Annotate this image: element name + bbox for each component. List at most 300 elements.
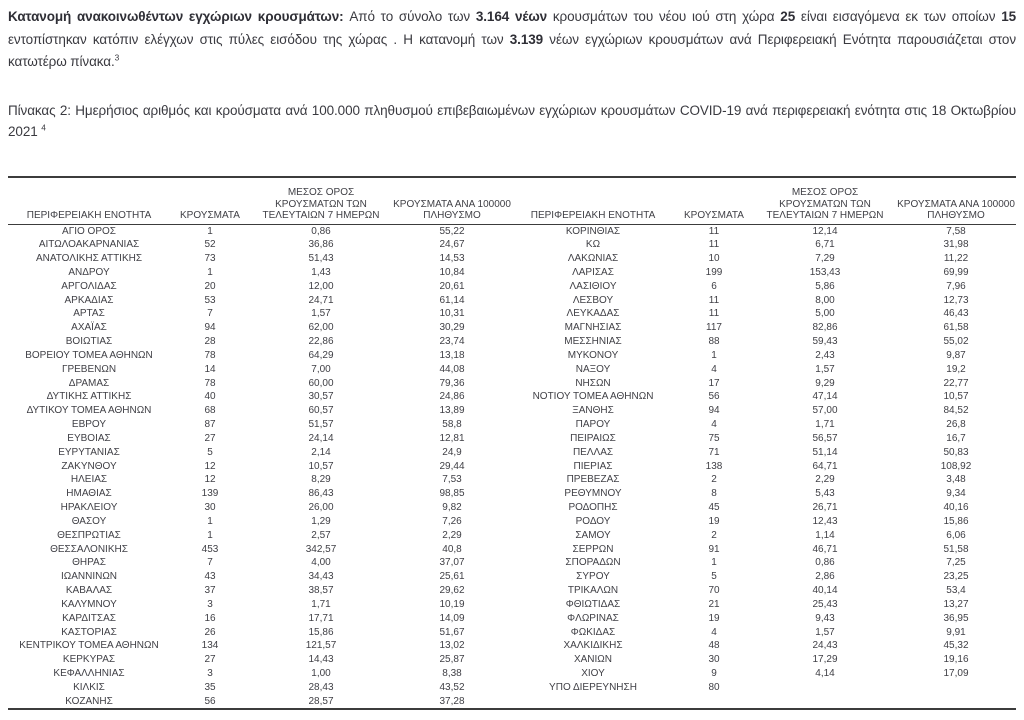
avg7-cell: 64,71 [812, 460, 838, 472]
cases-cell: 12 [204, 460, 216, 472]
avg7-cell: 1,57 [815, 626, 835, 638]
region-name-cell: ΑΡΓΟΛΙΔΑΣ [61, 280, 117, 292]
cases-cell: 27 [204, 654, 216, 666]
region-name-cell: ΤΡΙΚΑΛΩΝ [567, 585, 619, 597]
avg7-cell: 14,43 [308, 654, 334, 666]
avg7-cell: 86,43 [308, 488, 334, 500]
header-region [8, 210, 170, 222]
region-name-cell: ΔΡΑΜΑΣ [68, 377, 110, 389]
table-row [8, 294, 1016, 308]
avg7-cell: 17,71 [308, 612, 334, 624]
per100k-cell: 17,09 [943, 668, 969, 679]
cases-cell: 1 [207, 225, 213, 237]
avg7-cell: 12,14 [812, 225, 838, 237]
header-per-100000 [896, 199, 1016, 222]
region-name-cell: ΗΡΑΚΛΕΙΟΥ [60, 502, 118, 514]
avg7-cell: 10,57 [308, 460, 334, 472]
table-body [8, 225, 1016, 709]
cases-cell: 21 [708, 598, 720, 610]
table-row [8, 238, 1016, 252]
region-name-cell: ΝΑΞΟΥ [575, 363, 611, 375]
table-row [8, 543, 1016, 557]
cases-cell: 87 [204, 419, 216, 431]
column-header-label: ΚΡΟΥΣΜΑΤΑ [684, 210, 744, 221]
per100k-cell: 12,73 [943, 294, 969, 306]
avg7-cell: 1,29 [311, 515, 331, 527]
region-name-cell: ΛΑΣΙΘΙΟΥ [569, 280, 617, 292]
cases-cell: 134 [201, 640, 219, 652]
table-caption [8, 100, 1016, 142]
cases-cell: 7 [207, 308, 213, 320]
avg7-cell: 24,71 [308, 294, 334, 306]
region-name-cell: ΘΕΣΠΡΩΤΙΑΣ [57, 529, 121, 541]
per100k-cell: 7,58 [946, 225, 966, 237]
cases-cell: 4 [711, 626, 717, 638]
header-7day-average [754, 187, 896, 222]
bold-text-run: 3.139 [509, 31, 544, 47]
region-name-cell: ΘΗΡΑΣ [72, 557, 106, 569]
region-name-cell: ΝΟΤΙΟΥ ΤΟΜΕΑ ΑΘΗΝΩΝ [532, 391, 654, 403]
per100k-cell: 53,4 [946, 585, 966, 597]
per100k-cell: 13,18 [439, 349, 465, 361]
table-row [8, 529, 1016, 543]
column-header-label: ΠΕΡΙΦΕΡΕΙΑΚΗ ΕΝΟΤΗΤΑ [530, 210, 656, 221]
avg7-cell: 4,14 [815, 668, 835, 679]
cases-cell: 9 [711, 668, 717, 679]
region-name-cell: ΝΗΣΩΝ [575, 377, 611, 389]
cases-cell: 68 [204, 405, 216, 417]
per100k-cell: 44,08 [439, 363, 465, 375]
region-name-cell: ΘΑΣΟΥ [71, 515, 107, 527]
footnote-superscript: 4 [41, 122, 46, 132]
text-run: εντοπίστηκαν κατόπιν ελέγχων στις πύλες εισόδου της χώρας . Η κατανομή των [8, 31, 510, 47]
region-name-cell: ΛΑΡΙΣΑΣ [572, 266, 614, 278]
column-header-label: ΜΕΣΟΣ ΟΡΟΣ ΚΡΟΥΣΜΑΤΩΝ ΤΩΝ ΤΕΛΕΥΤΑΙΩΝ 7 ΗΜΕΡΩΝ [262, 187, 380, 221]
avg7-cell: 2,86 [815, 571, 835, 583]
per100k-cell: 29,44 [439, 460, 465, 472]
cases-cell: 1 [711, 557, 717, 569]
avg7-cell: 28,57 [308, 695, 334, 707]
table-row [8, 487, 1016, 501]
cases-cell: 30 [708, 654, 720, 666]
region-name-cell: ΕΥΒΟΙΑΣ [67, 432, 111, 444]
region-name-cell: ΧΑΝΙΩΝ [573, 654, 613, 666]
avg7-cell: 6,71 [815, 239, 835, 251]
region-name-cell: ΦΛΩΡΙΝΑΣ [567, 612, 619, 624]
text-run: Πίνακας 2: Ημερήσιος αριθμός και κρούσματα ανά 100.000 πληθυσμού επιβεβαιωμένων εγχώριων κρουσμάτων COVID-19 ανά περιφερειακή ενότητα στις 18 Οκτωβρίου 2021 [8, 102, 1016, 139]
table-row [8, 501, 1016, 515]
table-row [8, 653, 1016, 667]
avg7-cell: 56,57 [812, 432, 838, 444]
avg7-cell: 47,14 [812, 391, 838, 403]
bold-text-run: 3.164 νέων [475, 9, 548, 24]
avg7-cell: 1,00 [311, 668, 331, 679]
region-name-cell: ΚΩ [585, 239, 601, 251]
per100k-cell: 23,25 [943, 571, 969, 583]
avg7-cell: 8,00 [815, 294, 835, 306]
avg7-cell: 7,29 [815, 253, 835, 265]
table-row [8, 349, 1016, 363]
cases-cell: 28 [204, 336, 216, 348]
cases-cell: 11 [708, 225, 720, 237]
avg7-cell: 24,43 [812, 640, 838, 652]
region-name-cell: ΚΕΡΚΥΡΑΣ [62, 654, 116, 666]
per100k-cell: 9,87 [946, 349, 966, 361]
avg7-cell: 0,86 [815, 557, 835, 569]
region-name-cell: ΗΜΑΘΙΑΣ [66, 488, 112, 500]
column-header-label: ΚΡΟΥΣΜΑΤΑ ΑΝΑ 100000 ΠΛΗΘΥΣΜΟ [393, 198, 511, 221]
avg7-cell: 60,57 [308, 405, 334, 417]
per100k-cell: 7,53 [442, 474, 462, 486]
cases-cell: 5 [711, 571, 717, 583]
avg7-cell: 36,86 [308, 239, 334, 251]
regional-cases-table [8, 176, 1016, 711]
header-cases [674, 210, 754, 222]
region-name-cell: ΔΥΤΙΚΟΥ ΤΟΜΕΑ ΑΘΗΝΩΝ [26, 405, 152, 417]
cases-cell: 1 [207, 529, 213, 541]
cases-cell: 71 [708, 446, 720, 458]
cases-cell: 19 [708, 612, 720, 624]
per100k-cell: 50,83 [943, 446, 969, 458]
table-row [8, 418, 1016, 432]
cases-cell: 48 [708, 640, 720, 652]
per100k-cell: 69,99 [943, 266, 969, 278]
per100k-cell: 55,22 [439, 225, 465, 237]
cases-cell: 19 [708, 515, 720, 527]
table-row [8, 667, 1016, 681]
cases-cell: 73 [204, 253, 216, 265]
per100k-cell: 22,77 [943, 377, 969, 389]
per100k-cell: 7,25 [946, 557, 966, 569]
cases-cell: 10 [708, 253, 720, 265]
per100k-cell: 10,31 [439, 308, 465, 320]
cases-cell: 78 [204, 377, 216, 389]
region-name-cell: ΚΙΛΚΙΣ [73, 681, 105, 693]
cases-cell: 27 [204, 432, 216, 444]
region-name-cell: ΕΒΡΟΥ [71, 419, 107, 431]
cases-cell: 26 [204, 626, 216, 638]
cases-cell: 1 [207, 515, 213, 527]
avg7-cell: 22,86 [308, 336, 334, 348]
cases-cell: 1 [207, 266, 213, 278]
table-row [8, 335, 1016, 349]
cases-cell: 20 [204, 280, 216, 292]
cases-cell: 4 [711, 363, 717, 375]
table-row [8, 598, 1016, 612]
region-name-cell: ΑΓΙΟ ΟΡΟΣ [62, 225, 116, 237]
avg7-cell: 2,29 [815, 474, 835, 486]
avg7-cell: 5,86 [815, 280, 835, 292]
avg7-cell: 1,71 [815, 419, 835, 431]
region-name-cell: ΦΩΚΙΔΑΣ [570, 626, 616, 638]
cases-cell: 80 [708, 681, 720, 693]
per100k-cell: 19,2 [946, 363, 966, 375]
cases-cell: 2 [711, 529, 717, 541]
cases-cell: 11 [708, 294, 720, 306]
per100k-cell: 58,8 [442, 419, 462, 431]
per100k-cell: 12,81 [439, 432, 465, 444]
avg7-cell: 26,71 [812, 502, 838, 514]
avg7-cell: 46,71 [812, 543, 838, 555]
per100k-cell: 7,96 [946, 280, 966, 292]
avg7-cell: 51,14 [812, 446, 838, 458]
cases-cell: 16 [204, 612, 216, 624]
region-name-cell: ΒΟΡΕΙΟΥ ΤΟΜΕΑ ΑΘΗΝΩΝ [25, 349, 153, 361]
per100k-cell: 36,95 [943, 612, 969, 624]
avg7-cell: 8,29 [311, 474, 331, 486]
per100k-cell: 2,29 [442, 529, 462, 541]
cases-cell: 7 [207, 557, 213, 569]
cases-cell: 11 [708, 308, 720, 320]
per100k-cell: 23,74 [439, 336, 465, 348]
avg7-cell: 2,57 [311, 529, 331, 541]
per100k-cell: 30,29 [439, 322, 465, 334]
avg7-cell: 40,14 [812, 585, 838, 597]
region-name-cell: ΑΧΑΪΑΣ [71, 322, 107, 334]
table-row [8, 266, 1016, 280]
bold-text-run: 15 [1001, 9, 1017, 24]
cases-cell: 5 [207, 446, 213, 458]
region-name-cell: ΡΕΘΥΜΝΟΥ [564, 488, 622, 500]
text-run: νέων εγχώριων κρουσμάτων ανά Περιφερειακή Ενότητα παρουσιάζεται στον κατωτέρω πίνακα. [8, 31, 1016, 69]
cases-cell: 88 [708, 336, 720, 348]
per100k-cell: 14,09 [439, 612, 465, 624]
per100k-cell: 3,48 [946, 474, 966, 486]
avg7-cell: 30,57 [308, 391, 334, 403]
avg7-cell: 82,86 [812, 322, 838, 334]
avg7-cell: 15,86 [308, 626, 334, 638]
cases-cell: 6 [711, 280, 717, 292]
region-name-cell: ΚΑΡΔΙΤΣΑΣ [62, 612, 116, 624]
region-name-cell: ΠΕΙΡΑΙΩΣ [570, 432, 616, 444]
table-row [8, 626, 1016, 640]
per100k-cell: 40,16 [943, 502, 969, 514]
cases-cell: 3 [207, 598, 213, 610]
per100k-cell: 24,86 [439, 391, 465, 403]
header-per-100000 [392, 199, 512, 222]
table-row [8, 432, 1016, 446]
header-7day-average [250, 187, 392, 222]
region-name-cell: ΑΙΤΩΛΟΑΚΑΡΝΑΝΙΑΣ [38, 239, 140, 251]
per100k-cell: 61,58 [943, 322, 969, 334]
per100k-cell: 25,61 [439, 571, 465, 583]
table-row [8, 460, 1016, 474]
region-name-cell: ΧΑΛΚΙΔΙΚΗΣ [563, 640, 623, 652]
footnote-superscript: 3 [114, 52, 120, 63]
region-name-cell: ΚΕΝΤΡΙΚΟΥ ΤΟΜΕΑ ΑΘΗΝΩΝ [19, 640, 159, 652]
avg7-cell: 38,57 [308, 585, 334, 597]
avg7-cell: 17,29 [812, 654, 838, 666]
per100k-cell: 37,07 [439, 557, 465, 569]
per100k-cell: 9,82 [442, 502, 462, 514]
per100k-cell: 13,89 [439, 405, 465, 417]
region-name-cell: ΠΡΕΒΕΖΑΣ [566, 474, 620, 486]
region-name-cell: ΞΑΝΘΗΣ [572, 405, 614, 417]
cases-cell: 91 [708, 543, 720, 555]
avg7-cell: 60,00 [308, 377, 334, 389]
region-name-cell: ΚΟΖΑΝΗΣ [65, 695, 113, 707]
region-name-cell: ΕΥΡΥΤΑΝΙΑΣ [58, 446, 120, 458]
cases-cell: 56 [708, 391, 720, 403]
cases-cell: 138 [705, 460, 723, 472]
region-name-cell: ΑΝΑΤΟΛΙΚΗΣ ΑΤΤΙΚΗΣ [35, 253, 143, 265]
cases-cell: 52 [204, 239, 216, 251]
per100k-cell: 51,58 [943, 543, 969, 555]
avg7-cell: 12,43 [812, 515, 838, 527]
table-row [8, 280, 1016, 294]
table-row [8, 695, 1016, 709]
region-name-cell: ΛΕΥΚΑΔΑΣ [566, 308, 620, 320]
avg7-cell: 59,43 [812, 336, 838, 348]
avg7-cell: 342,57 [305, 543, 337, 555]
table-row [8, 446, 1016, 460]
table-row [8, 252, 1016, 266]
avg7-cell: 9,29 [815, 377, 835, 389]
per100k-cell: 9,91 [946, 626, 966, 638]
per100k-cell: 98,85 [439, 488, 465, 500]
avg7-cell: 1,71 [311, 598, 331, 610]
per100k-cell: 61,14 [439, 294, 465, 306]
table-row [8, 363, 1016, 377]
per100k-cell: 8,38 [442, 668, 462, 679]
cases-cell: 117 [706, 322, 722, 334]
avg7-cell: 51,43 [308, 253, 334, 265]
region-name-cell: ΛΕΣΒΟΥ [572, 294, 614, 306]
cases-cell: 37 [204, 585, 216, 597]
table-row [8, 225, 1016, 239]
per100k-cell: 10,84 [439, 266, 465, 278]
avg7-cell: 5,43 [815, 488, 835, 500]
table-row [8, 584, 1016, 598]
table-row [8, 556, 1016, 570]
cases-cell: 199 [705, 266, 723, 278]
cases-cell: 40 [204, 391, 216, 403]
avg7-cell: 62,00 [308, 322, 334, 334]
avg7-cell: 28,43 [308, 681, 334, 693]
header-region [512, 210, 674, 222]
table-row [8, 390, 1016, 404]
region-name-cell: ΜΥΚΟΝΟΥ [567, 349, 619, 361]
per100k-cell: 46,43 [943, 308, 969, 320]
per100k-cell: 108,92 [940, 460, 972, 472]
avg7-cell: 121,57 [305, 640, 337, 652]
region-name-cell: ΓΡΕΒΕΝΩΝ [61, 363, 117, 375]
region-name-cell: ΠΕΛΛΑΣ [572, 446, 614, 458]
per100k-cell: 37,28 [439, 695, 465, 707]
per100k-cell: 14,53 [439, 253, 465, 265]
table-row [8, 570, 1016, 584]
region-name-cell: ΦΘΙΩΤΙΔΑΣ [565, 598, 621, 610]
per100k-cell: 79,36 [439, 377, 465, 389]
region-name-cell: ΠΑΡΟΥ [575, 419, 611, 431]
avg7-cell: 0,86 [311, 225, 331, 237]
avg7-cell: 64,29 [308, 349, 334, 361]
avg7-cell: 51,57 [308, 419, 334, 431]
per100k-cell: 55,02 [943, 336, 969, 348]
bold-text-run: 25 [780, 9, 796, 24]
region-name-cell: ΣΑΜΟΥ [575, 529, 611, 541]
per100k-cell: 43,52 [439, 681, 465, 693]
per100k-cell: 7,26 [442, 515, 462, 527]
avg7-cell: 4,00 [311, 557, 331, 569]
cases-cell: 30 [204, 502, 216, 514]
cases-cell: 94 [708, 405, 720, 417]
region-name-cell: ΒΟΙΩΤΙΑΣ [65, 336, 113, 348]
region-name-cell: ΑΡΚΑΔΙΑΣ [64, 294, 114, 306]
cases-cell: 1 [711, 349, 717, 361]
per100k-cell: 16,7 [946, 432, 966, 444]
region-name-cell: ΡΟΔΟΠΗΣ [568, 502, 618, 514]
table-row [8, 377, 1016, 391]
cases-cell: 70 [708, 585, 720, 597]
per100k-cell: 10,57 [943, 391, 969, 403]
per100k-cell: 84,52 [943, 405, 969, 417]
avg7-cell: 26,00 [308, 502, 334, 514]
column-header-label: ΠΕΡΙΦΕΡΕΙΑΚΗ ΕΝΟΤΗΤΑ [26, 210, 152, 221]
cases-cell: 11 [708, 239, 720, 251]
intro-paragraph [8, 6, 1016, 74]
cases-cell: 43 [204, 571, 216, 583]
region-name-cell: ΚΕΦΑΛΛΗΝΙΑΣ [53, 668, 125, 679]
cases-cell: 17 [708, 377, 720, 389]
table-row [8, 639, 1016, 653]
per100k-cell: 13,27 [943, 598, 969, 610]
region-name-cell: ΛΑΚΩΝΙΑΣ [567, 253, 619, 265]
per100k-cell: 6,06 [946, 529, 966, 541]
cases-cell: 53 [204, 294, 216, 306]
avg7-cell: 1,57 [311, 308, 331, 320]
region-name-cell: ΚΑΣΤΟΡΙΑΣ [61, 626, 117, 638]
avg7-cell: 5,00 [815, 308, 835, 320]
per100k-cell: 31,98 [943, 239, 969, 251]
table-row [8, 321, 1016, 335]
per100k-cell: 29,62 [439, 585, 465, 597]
cases-cell: 94 [204, 322, 216, 334]
region-name-cell: ΑΡΤΑΣ [73, 308, 105, 320]
per100k-cell: 10,19 [439, 598, 465, 610]
per100k-cell: 11,22 [943, 253, 969, 265]
per100k-cell: 19,16 [943, 654, 969, 666]
region-name-cell: ΣΠΟΡΑΔΩΝ [565, 557, 621, 569]
region-name-cell: ΠΙΕΡΙΑΣ [573, 460, 613, 472]
avg7-cell: 9,43 [815, 612, 835, 624]
table-row [8, 307, 1016, 321]
cases-cell: 35 [204, 681, 216, 693]
region-name-cell: ΖΑΚΥΝΘΟΥ [61, 460, 117, 472]
avg7-cell: 1,57 [815, 363, 835, 375]
region-name-cell: ΣΥΡΟΥ [576, 571, 610, 583]
text-run: είναι εισαγόμενα εκ των οποίων [795, 9, 1002, 24]
avg7-cell: 34,43 [308, 571, 334, 583]
cases-cell: 75 [708, 432, 720, 444]
header-cases [170, 210, 250, 222]
avg7-cell: 2,14 [311, 446, 331, 458]
table-row [8, 404, 1016, 418]
region-name-cell: ΘΕΣΣΑΛΟΝΙΚΗΣ [50, 543, 128, 555]
per100k-cell: 20,61 [439, 280, 465, 292]
table-row [8, 681, 1016, 695]
cases-cell: 3 [207, 668, 213, 679]
region-name-cell: ΧΙΟΥ [581, 668, 605, 679]
avg7-cell: 2,43 [815, 349, 835, 361]
per100k-cell: 25,87 [439, 654, 465, 666]
cases-cell: 453 [201, 543, 219, 555]
text-run: κρουσμάτων του νέου ιού στη χώρα [547, 9, 781, 24]
cases-cell: 12 [204, 474, 216, 486]
region-name-cell: ΡΟΔΟΥ [575, 515, 611, 527]
table-row [8, 612, 1016, 626]
cases-cell: 139 [201, 488, 219, 500]
